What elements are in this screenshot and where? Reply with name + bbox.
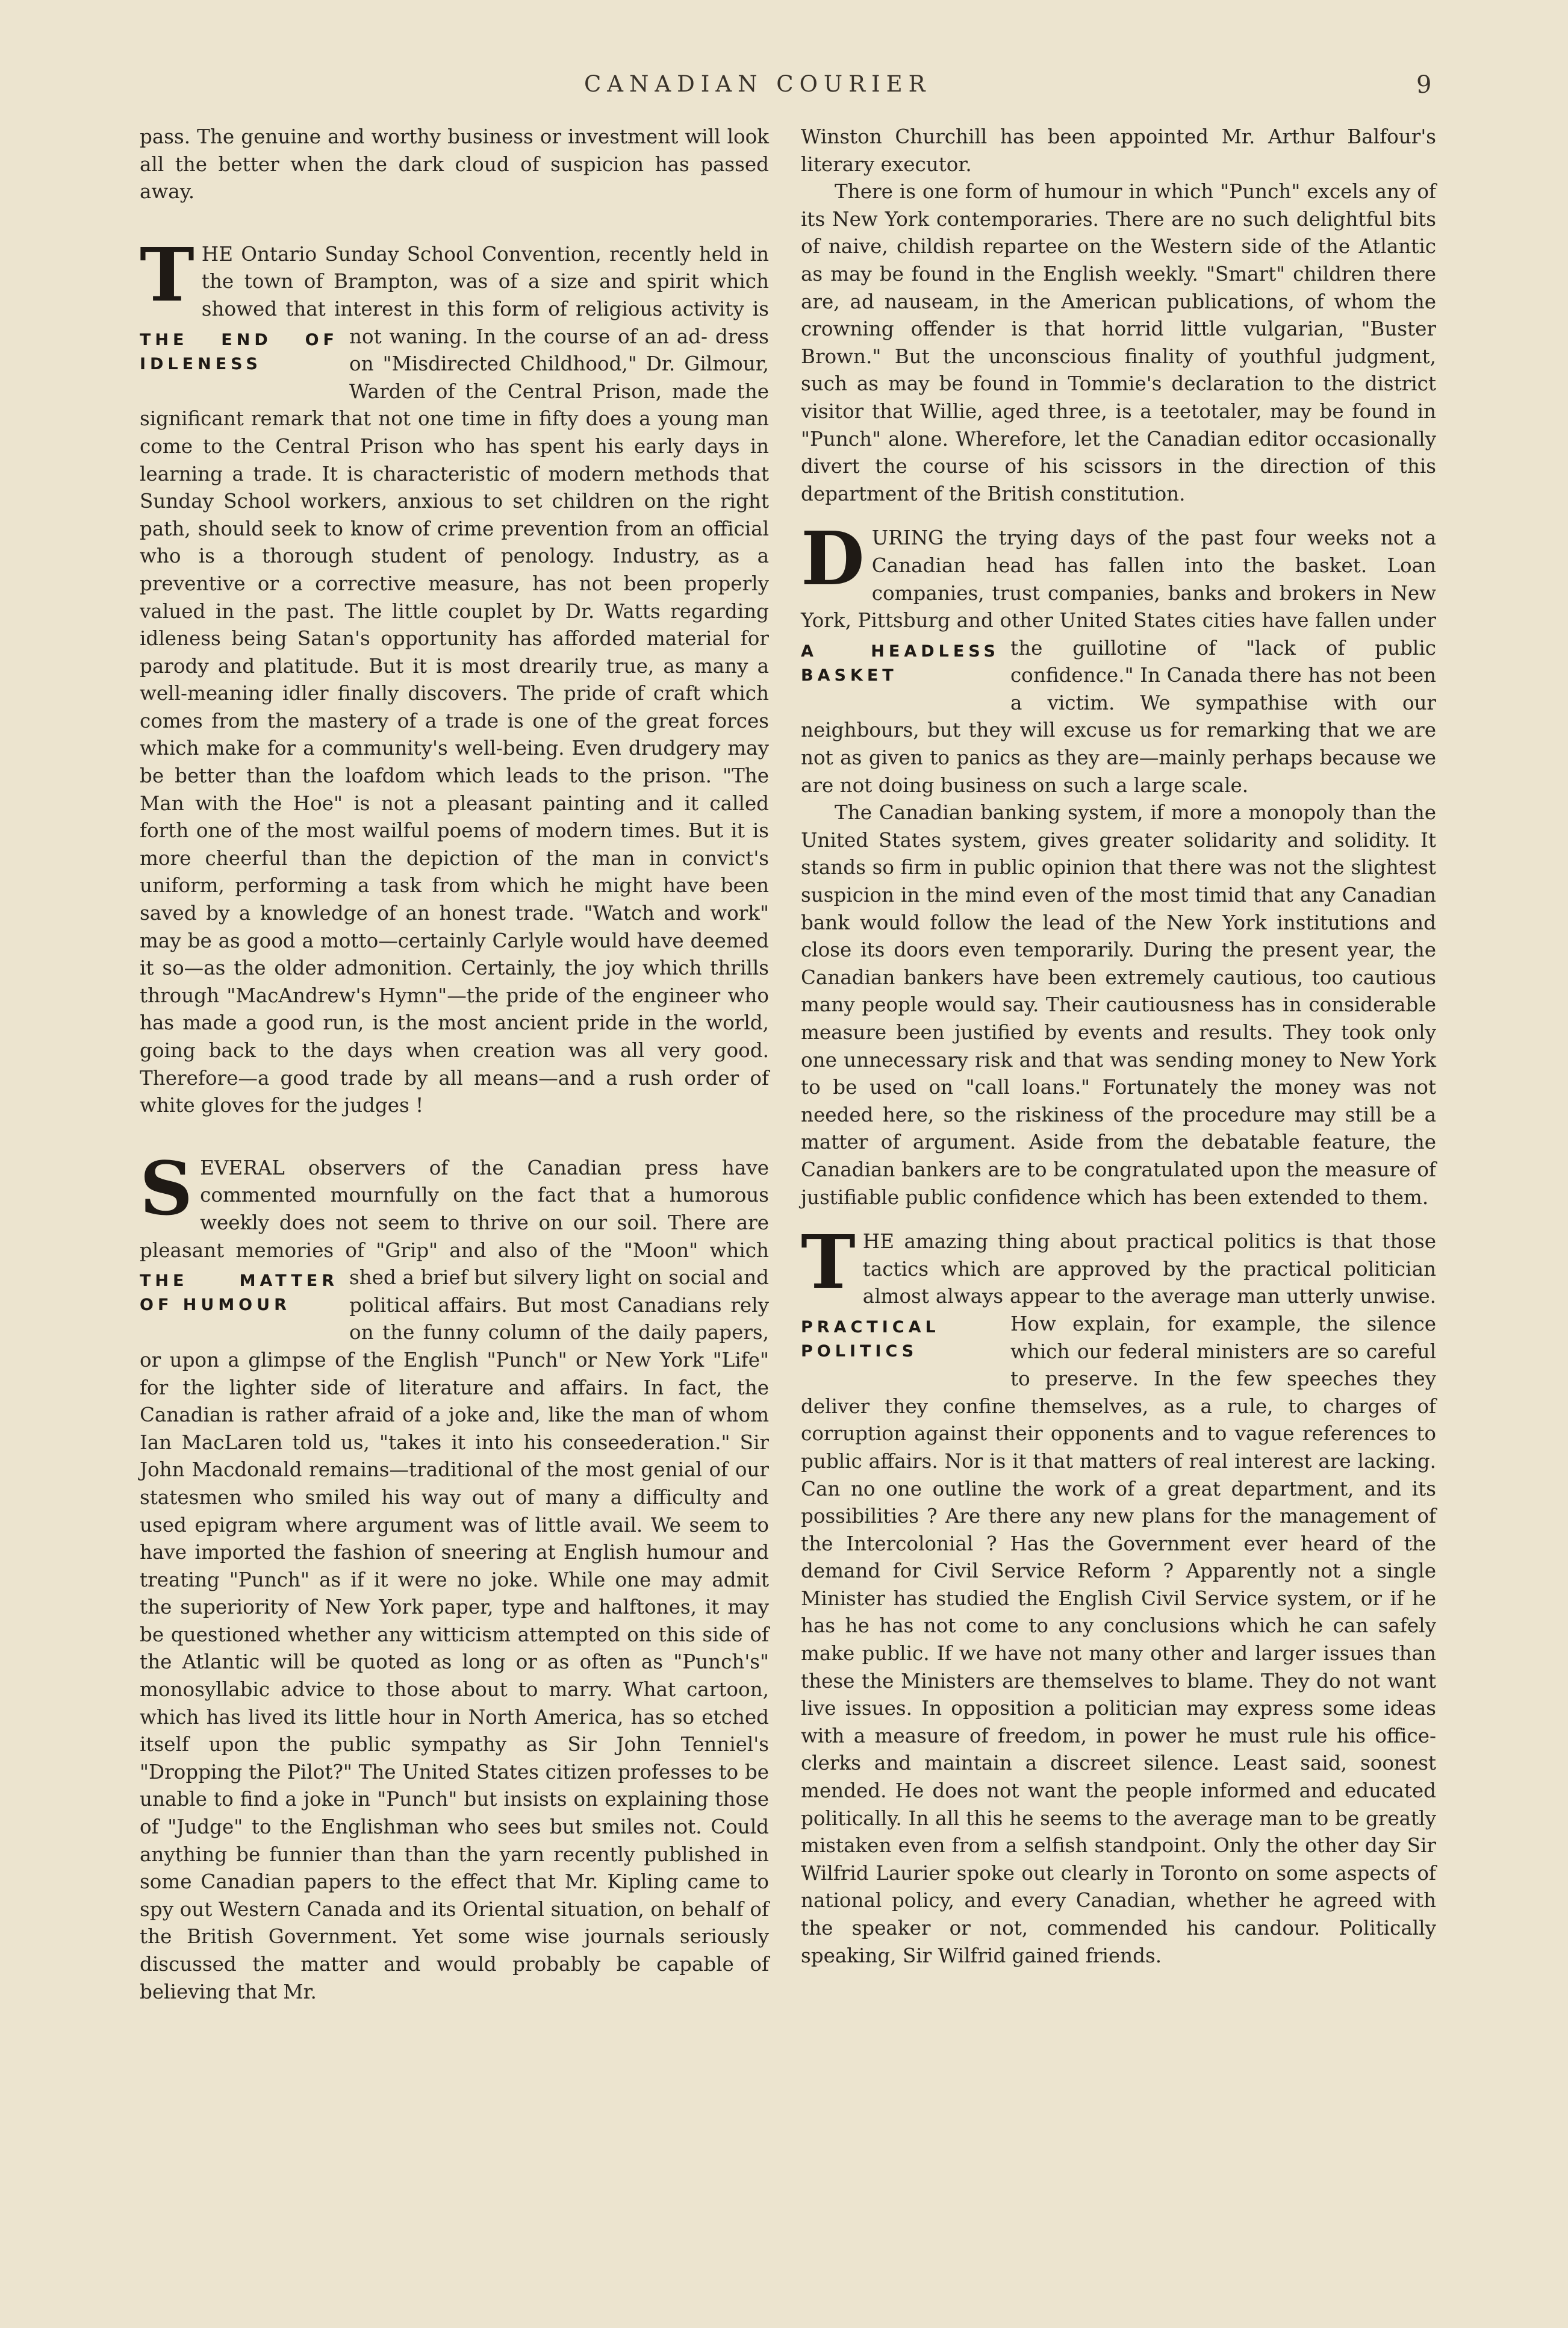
running-title: CANADIAN COURIER [584, 71, 932, 97]
article-body [140, 1144, 769, 2006]
article-body-text: dress on "Misdirected Childhood," Dr. Gilmour, Warden of the Central Prison, made the significant remark that not one time in fifty does a young man come to the Central Prison who has spent his early days in learning a trade. It is characteristic of modern methods that Sunday School workers, anxious to set children on the right path, should seek to know of crime prevention from an official who is a thorough student of penology. Industry, as a preventive or a corrective measure, has not been properly valued in the past. The little couplet by Dr. Watts regarding idleness being Satan's opportunity has afforded material for parody and platitude. But it is most drearily true, as many a well-meaning idler finally discovers. The pride of craft which comes from the mastery of a trade is one of the great forces which make for a community's well-being. Even drudgery may be better than the loafdom which leads to the prison. "The Man with the Hoe" is not a pleasant painting and it called forth one of the most wailful poems of modern times. But it is more cheerful than the depiction of the man in convict's uniform, performing a task from which he might have been saved by a knowledge of an honest trade. "Watch and work" may be as good a motto—certainly Carlyle would have deemed it so—as the older admonition. Certainly, the joy which thrills through "MacAndrew's Hymn"—the pride of the engineer who has made a good run, is the most ancient pride in the world, going back to the days when creation was all very good. Therefore—a good trade by all means—and a rush order of white gloves for the judges ! [140, 325, 770, 1117]
article-matter-of-humour [140, 1144, 769, 2006]
article-body-text: "Moon" which shed a brief but silvery light on social and political affairs. But most Canadians rely on the funny column of the daily papers, or upon a glimpse of the English "Punch" or New York "Life" for the lighter side of literature and affairs. In fact, the Canadian is rather afraid of a joke and, like the man of whom Ian MacLaren told us, "takes it into his conseederation." Sir John Macdonald remains—traditional of the most genial of our statesmen who smiled his way out of many a difficulty and used epigram where argument was of little avail. We seem to have imported the fashion of sneering at English humour and treating "Punch" as if it were no joke. While one may admit the superiority of New York paper, type and halftones, it may be questioned whether any witticism attempted on this side of the Atlantic will be quoted as long or as often as "Punch's" monosyllabic advice to those about to marry. What cartoon, which has lived its little hour in North America, has so etched itself upon the public sympathy as Sir John Tenniel's "Dropping the Pilot?" The United States citizen professes to be unable to find a joke in "Punch" but insists on explaining those of "Judge" to the Englishman who sees but smiles not. Could anything be funnier than than the yarn recently published in some Canadian papers to the effect that Mr. Kipling came to spy out Western Canada and its Oriental situation, on behalf of the British Government. Yet some wise journals seriously discussed the matter and would probably be capable of believing that Mr. [140, 1238, 769, 2003]
side-heading: THE MATTER OF HUMOUR [140, 1272, 338, 1315]
article-lead-text: URING the trying days of the past four weeks not a Canadian head has fallen into the basket. Loan companies, trust companies, banks and brokers in New York, Pittsburg and other United States cities have [801, 526, 1436, 632]
paragraph: There is one form of humour in which "Punch" excels any of its New York contemporaries. There are no such delightful bits of naive, childish repartee on the Western side of the Atlantic as may be found in the English weekly. "Smart" children there are, ad nauseam, in the American publications, of whom the crowning offender is that horrid little vulgarian, "Buster Brown." But the unconscious finality of youthful judgment, such as may be found in Tommie's declaration to the district visitor that Willie, aged three, is a teetotaler, may be found in "Punch" alone. Wherefore, let the Canadian editor occasionally divert the course of his scissors in the direction of this department of the British constitution. [801, 180, 1436, 505]
article-body-text: fallen under the guillotine of "lack of public confidence." In Canada there has not been a victim. We sympathise with our neighbours, but they will excuse us for remarking that we are not as given to panics as they are—mainly perhaps because we are not doing business on such a large scale. [801, 609, 1436, 797]
article-lead-text: EVERAL observers of the Canadian press have commented mournfully on the fact that a humorous weekly does not seem to thrive on our soil. There are pleasant memories of "Grip" and also of the [140, 1156, 769, 1262]
article-lead-text: HE Ontario Sunday School Convention, recently held in the town of Brampton, was of a size and spirit which showed that interest in this form of religious activity is not waning. In the course of an ad- [201, 242, 769, 348]
drop-cap: D [801, 515, 865, 602]
article-practical-politics [801, 1219, 1436, 1970]
article-end-of-idleness [140, 231, 770, 1120]
article-body [801, 515, 1436, 799]
drop-cap: T [140, 231, 194, 318]
continued-paragraph: Winston Churchill has been appointed Mr. Arthur Balfour's literary executor. [801, 125, 1436, 176]
side-heading: THE END OF IDLENESS [140, 330, 338, 373]
article-body-text: which our federal ministers are so careful to preserve. In the few speeches they deliver they confine themselves, as a rule, to charges of corruption against their opponents and to vague references to public affairs. Nor is it that matters of real interest are lacking. Can no one outline the work of a great department, and its possibilities ? Are there any new plans for the management of the Intercolonial ? Has the Government ever heard of the demand for Civil Service Reform ? Apparently not a single Minister has studied the English Civil Service system, or if he has he has not come to any conclusions which he can safely make public. If we have not many other and larger issues than these the Ministers are themselves to blame. They do not want live issues. In opposition a politician may express some ideas with a measure of freedom, in power he must rule his office-clerks and maintain a discreet silence. Least said, soonest mended. He does not want the people informed and educated politically. In all this he seems to the average man to be greatly mistaken even from a selfish standpoint. Only the other day Sir Wilfrid Laurier spoke out clearly in Toronto on some aspects of national policy, and every Canadian, whether he agreed with the speaker or not, commended his candour. Politically speaking, Sir Wilfrid gained friends. [801, 1340, 1436, 1967]
side-heading: A HEADLESS BASKET [801, 641, 1000, 685]
page-number: 9 [1416, 71, 1432, 99]
left-column [140, 123, 769, 2006]
spacer [801, 508, 1436, 525]
article-body [140, 231, 770, 1120]
article-body [801, 1219, 1436, 1970]
drop-cap: S [140, 1144, 193, 1232]
side-heading: PRACTICAL POLITICS [801, 1317, 940, 1361]
spacer [801, 1211, 1436, 1228]
spacer [140, 206, 769, 241]
paragraph: The Canadian banking system, if more a monopoly than the United States system, gives greater solidarity and solidity. It stands so firm in public opinion that there was not the slightest suspicion in the mind even of the most timid that any Canadian bank would follow the lead of the New York institutions and close its doors even temporarily. During the present year, the Canadian bankers have been extremely cautious, too cautious many people would say. Their cautiousness has in considerable measure been justified by events and results. They took only one unnecessary risk and that was sending money to New York to be used on "call loans." Fortunately the money was not needed here, so the riskiness of the procedure may still be a matter of argument. Aside from the debatable feature, the Canadian bankers are to be congratulated upon the measure of justifiable public confidence which has been extended to them. [801, 801, 1436, 1209]
continued-paragraph: pass. The genuine and worthy business or investment will look all the better when the dark cloud of suspicion has passed away. [140, 125, 769, 204]
drop-cap: T [801, 1219, 856, 1306]
right-column [801, 123, 1436, 1970]
spacer [140, 1120, 769, 1155]
article-headless-basket [801, 515, 1436, 1211]
article-lead-text: HE amazing thing about practical politics is that those tactics which are approved by the practical politician almost always appear to the average man utterly unwise. How explain, for example, the silence [862, 1230, 1436, 1335]
